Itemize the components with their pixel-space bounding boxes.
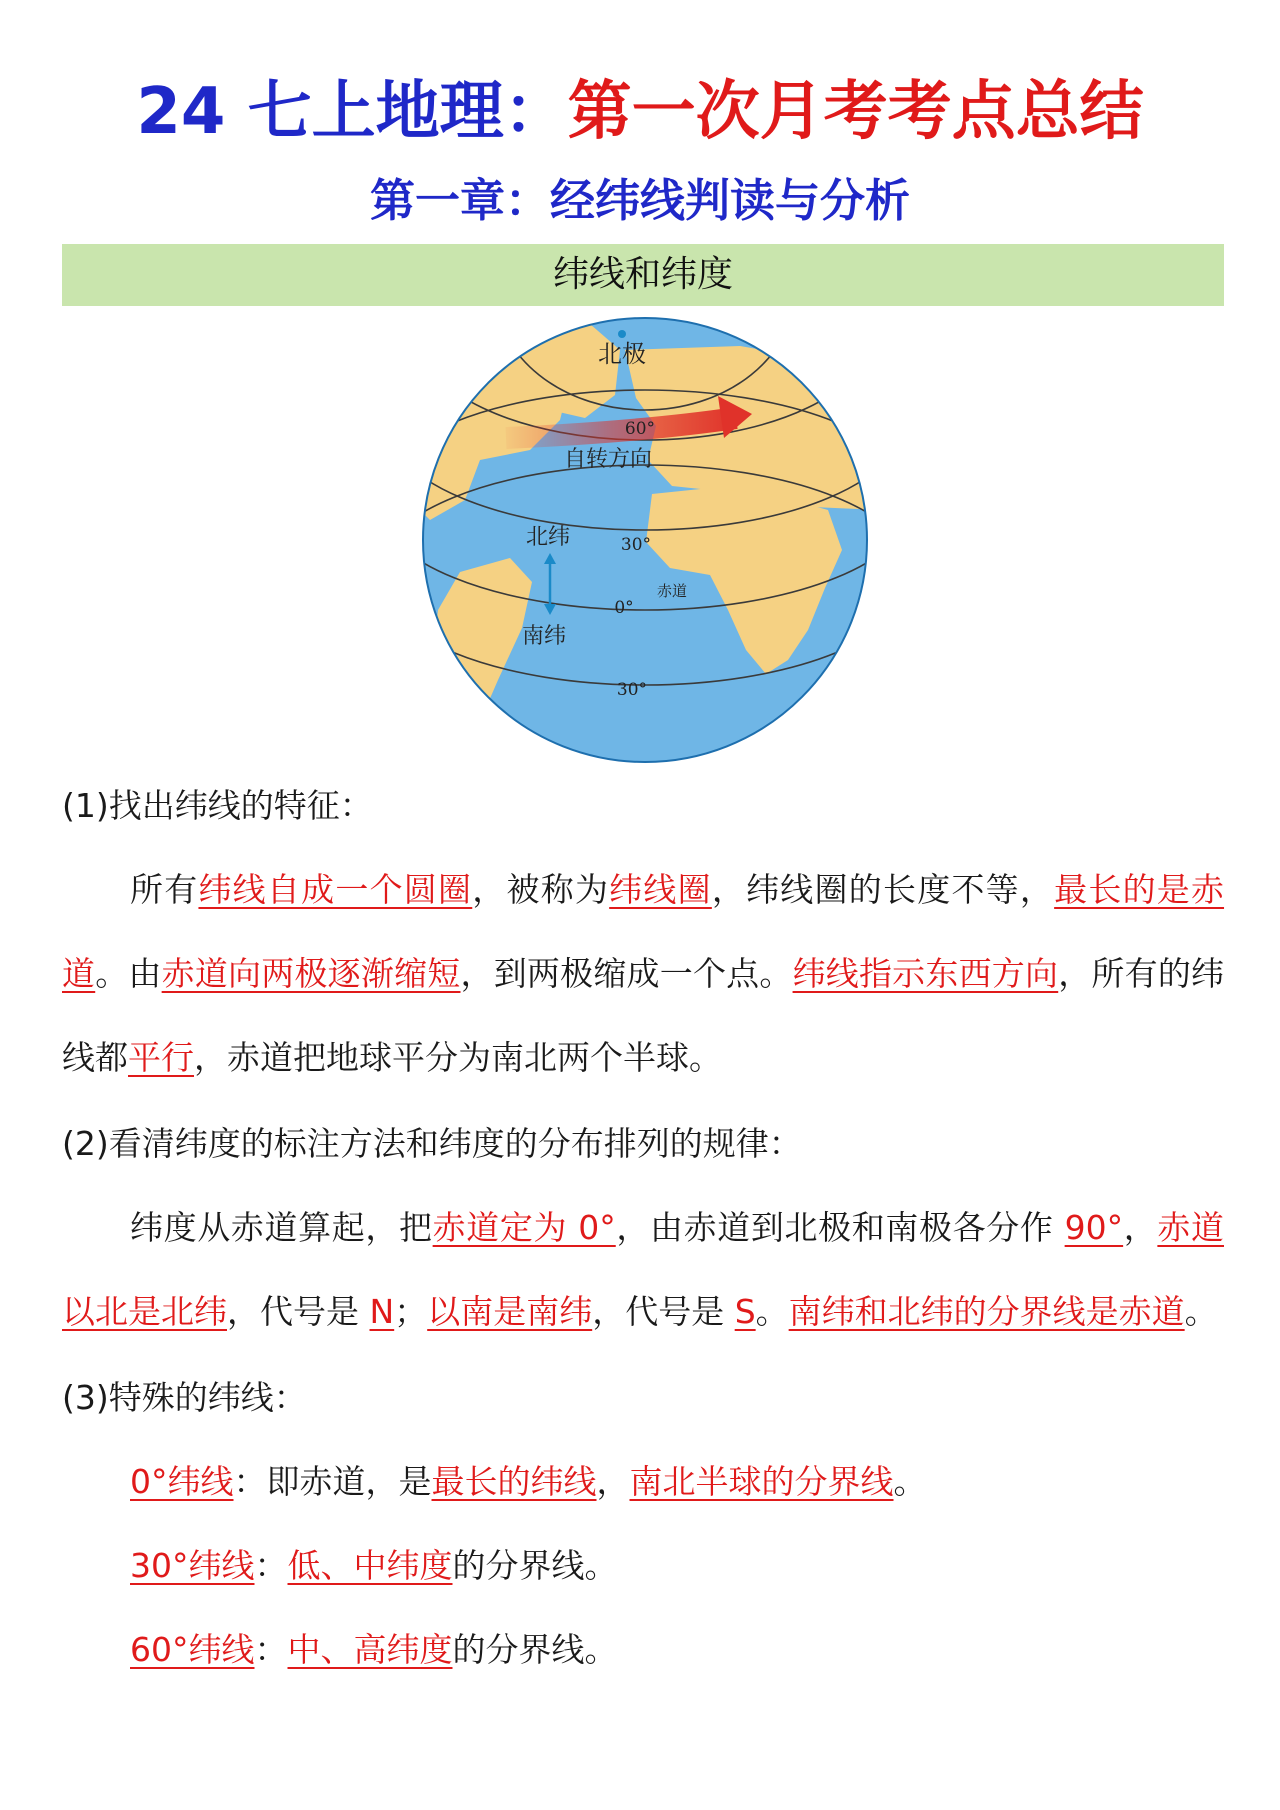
special-latitude-60	[62, 1608, 1280, 1692]
section-3-heading: (3)特殊的纬线：	[62, 1378, 307, 1417]
text-segment: ，由赤道到北极和南极各分作	[615, 1208, 1065, 1247]
key-point-highlight: 纬线圈	[609, 870, 712, 909]
text-segment: 。	[893, 1462, 927, 1501]
key-point-highlight: 纬线自成一个圆圈	[198, 870, 473, 909]
key-point-highlight: 平行	[128, 1038, 194, 1077]
text-segment: 纬度从赤道算起，把	[130, 1208, 433, 1247]
text-segment: 。	[1184, 1292, 1218, 1331]
key-point-highlight: 南北半球的分界线	[629, 1462, 894, 1501]
key-point-highlight: 赤道以北是北纬	[62, 1208, 1224, 1331]
key-point-highlight: 赤道定为 0°	[432, 1208, 616, 1247]
text-segment: ，纬线圈的长度不等，	[711, 870, 1055, 909]
section-1-heading: (1)找出纬线的特征：	[62, 786, 373, 825]
label-rotation-direction: 自转方向	[563, 447, 653, 472]
special-latitude-30	[62, 1524, 1280, 1608]
key-point-highlight: 90°	[1064, 1208, 1124, 1247]
section-2-heading: (2)看清纬度的标注方法和纬度的分布排列的规律：	[62, 1124, 802, 1163]
label-south-latitude: 南纬	[521, 624, 567, 649]
label-lat-30n: 30°	[620, 535, 652, 555]
label-north-latitude: 北纬	[525, 525, 571, 550]
label-lat-0: 0°	[614, 598, 634, 618]
key-point-highlight: 0°纬线	[130, 1462, 234, 1501]
page-title	[0, 68, 1280, 156]
key-point-highlight: 纬线指示东西方向	[792, 954, 1059, 993]
key-point-highlight: 最长的是赤道	[62, 870, 1225, 993]
text-segment: ，被称为	[472, 870, 610, 909]
section-header: 纬线和纬度	[62, 244, 1224, 306]
text-segment: 的分界线。	[452, 1630, 618, 1669]
text-segment: ，到两极缩成一个点。	[460, 954, 793, 993]
text-segment: ，所有的纬线都	[62, 954, 1225, 1077]
special-latitude-0	[62, 1440, 1280, 1524]
text-segment: 。	[755, 1292, 789, 1331]
key-point-highlight: 最长的纬线	[431, 1462, 597, 1501]
text-segment: 的分界线。	[452, 1546, 618, 1585]
text-segment: ：	[254, 1630, 288, 1669]
label-lat-30s: 30°	[616, 680, 648, 700]
section-1-body	[62, 848, 1224, 1100]
text-segment: ：	[254, 1546, 288, 1585]
label-north-pole: 北极	[598, 340, 646, 368]
text-segment: ，代号是	[592, 1292, 735, 1331]
globe-svg	[410, 310, 880, 780]
text-segment: ；	[394, 1292, 428, 1331]
key-point-highlight: 以南是南纬	[427, 1292, 593, 1331]
label-equator: 赤道	[656, 582, 688, 600]
key-point-highlight: 低、中纬度	[287, 1546, 453, 1585]
key-point-highlight: 赤道向两极逐渐缩短	[161, 954, 461, 993]
chapter-subtitle: 第一章：经纬线判读与分析	[369, 174, 910, 227]
key-point-highlight: 60°纬线	[130, 1630, 255, 1669]
key-point-highlight: 中、高纬度	[287, 1630, 453, 1669]
section-2-body	[62, 1186, 1224, 1354]
key-point-highlight: 南纬和北纬的分界线是赤道	[788, 1292, 1185, 1331]
text-segment: 。由	[95, 954, 162, 993]
label-lat-60: 60°	[624, 419, 656, 439]
key-point-highlight: N	[369, 1292, 395, 1331]
text-segment: ，代号是	[227, 1292, 370, 1331]
key-point-highlight: S	[734, 1292, 756, 1331]
text-segment: ，赤道把地球平分为南北两个半球。	[194, 1038, 722, 1077]
text-segment: ，	[1123, 1208, 1158, 1247]
north-pole-dot	[618, 330, 626, 338]
title-prefix: 24 七上地理：	[136, 75, 568, 149]
text-segment: ，	[596, 1462, 630, 1501]
title-main: 第一次月考考点总结	[567, 75, 1144, 149]
text-segment: ：即赤道，是	[233, 1462, 432, 1501]
globe-illustration	[410, 310, 880, 780]
key-point-highlight: 30°纬线	[130, 1546, 255, 1585]
text-segment: 所有	[130, 870, 199, 909]
